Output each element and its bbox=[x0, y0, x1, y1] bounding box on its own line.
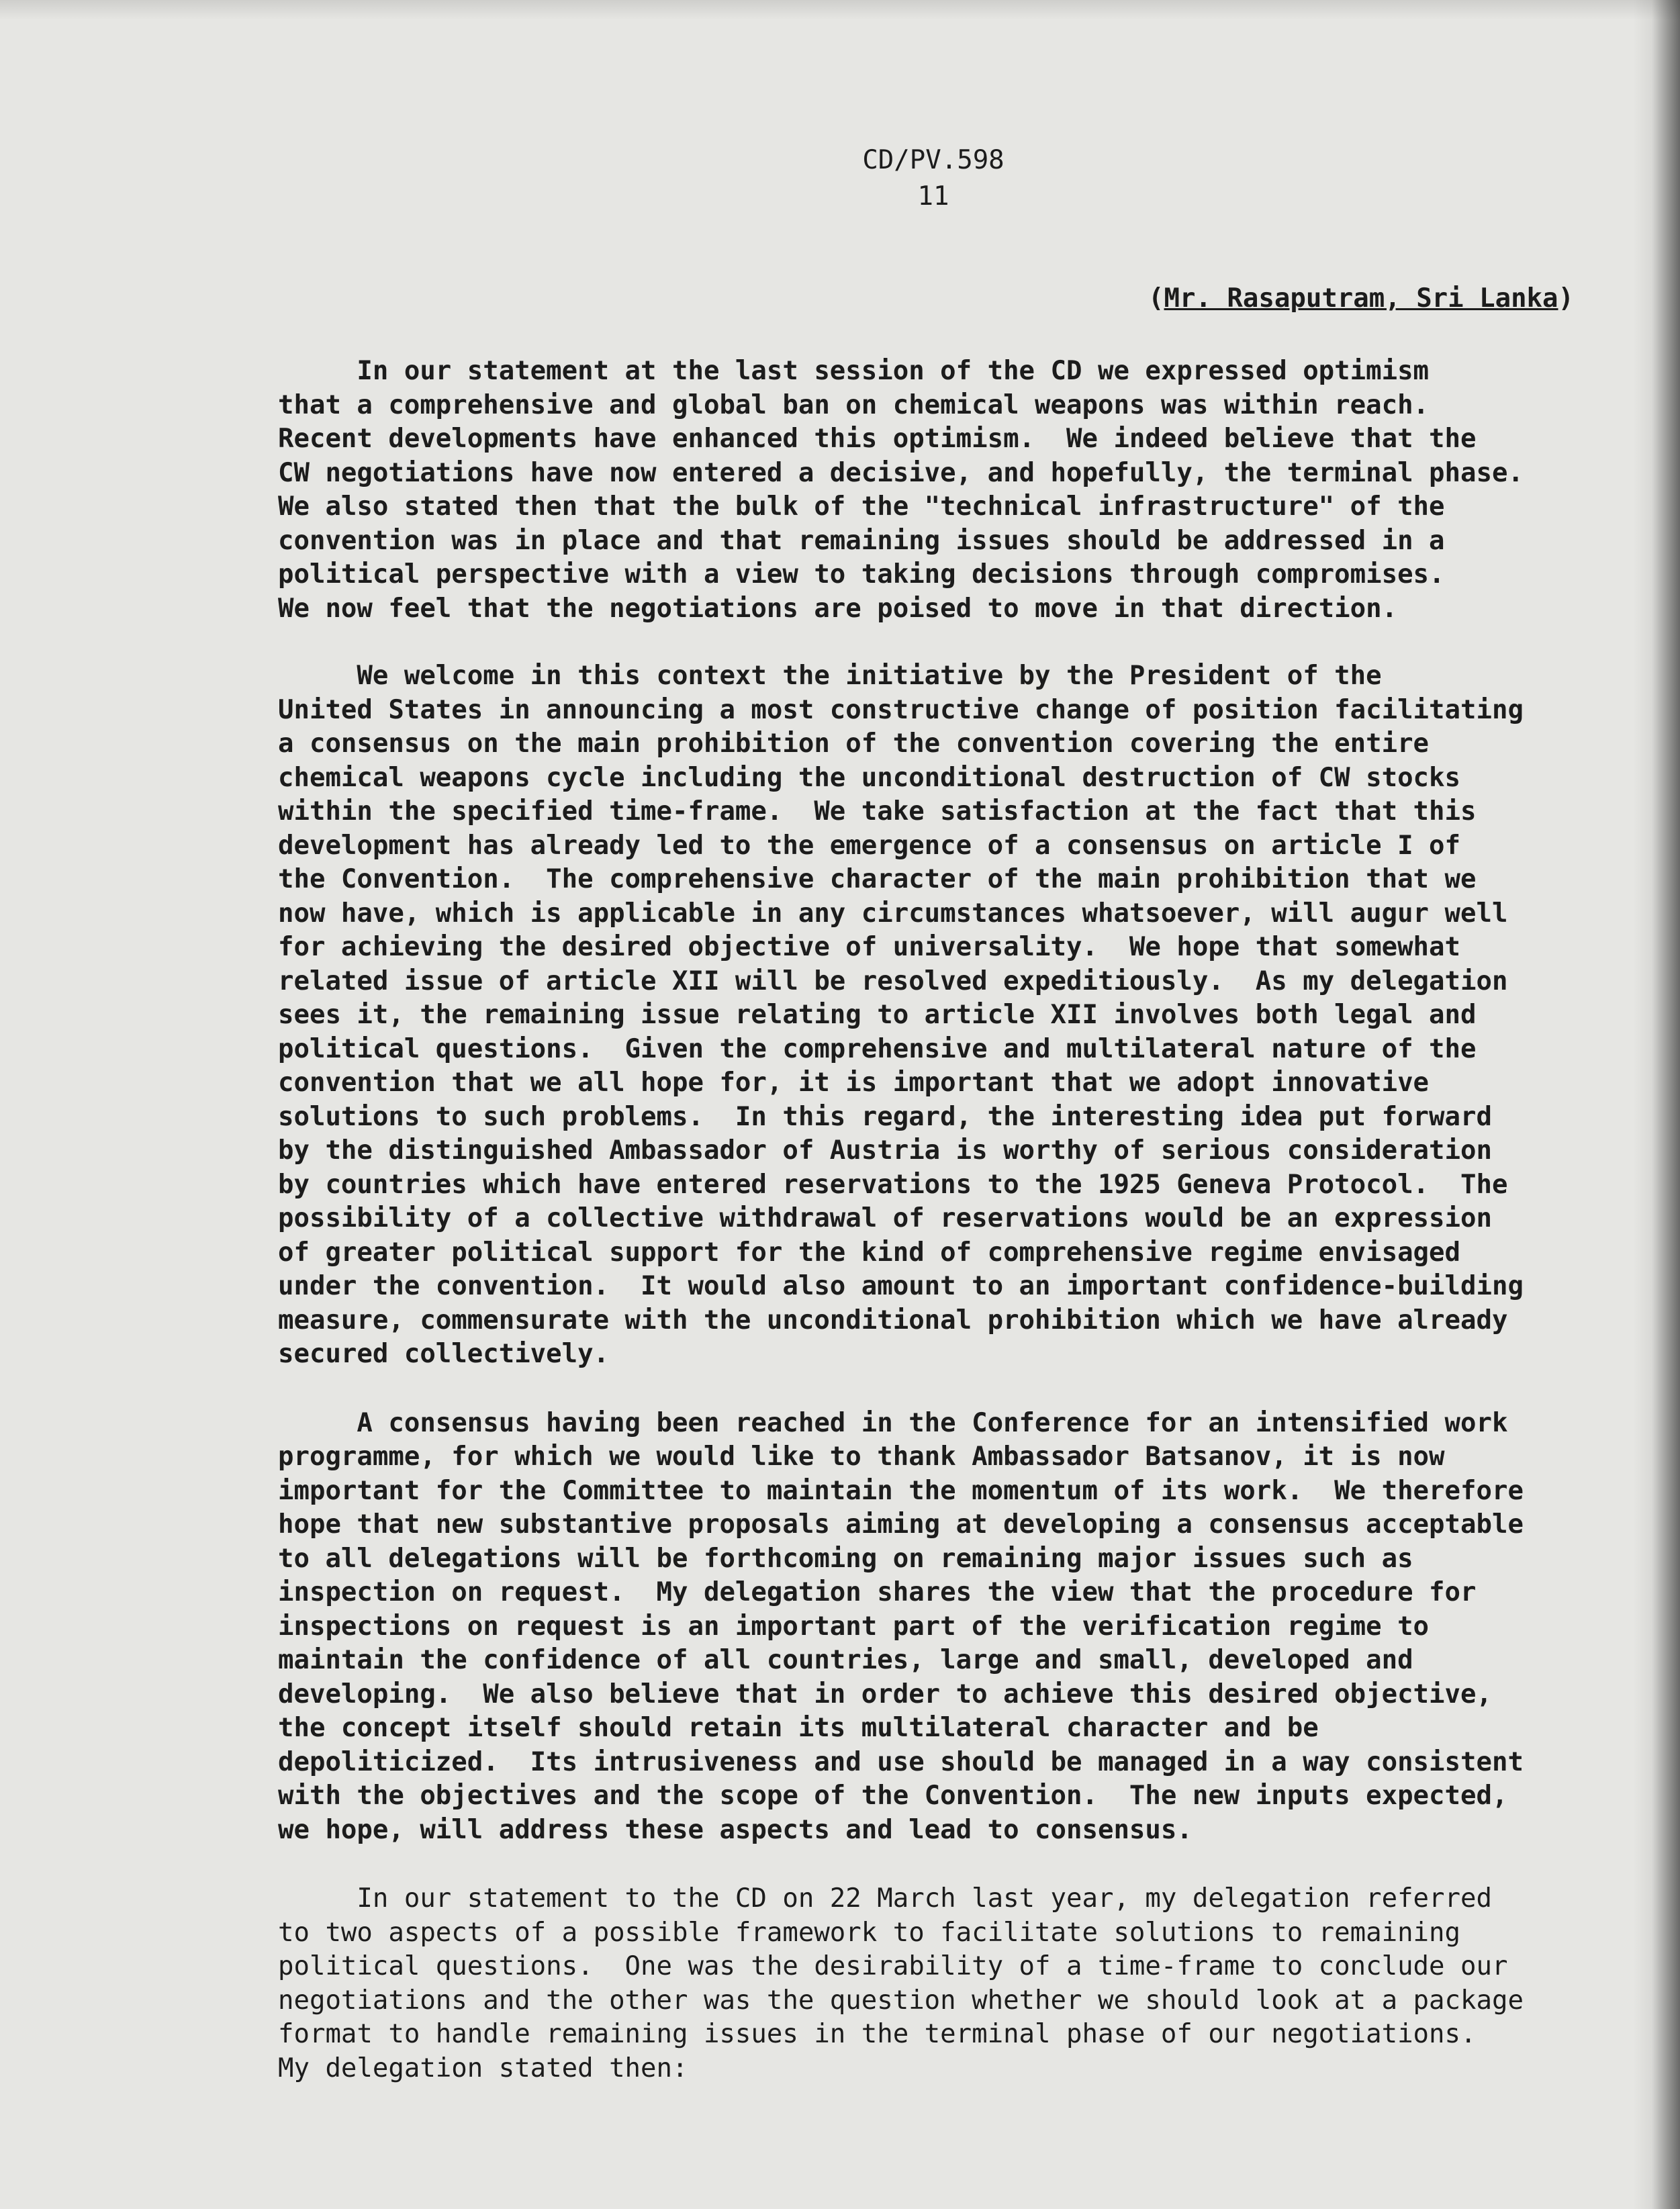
paragraph-us-initiative: We welcome in this context the initiative by the President of the United States in announcing a most constructive change of position facilitating a consensus on the main prohibition of the convention covering the entire chemical weapons cycle including the unconditional destruction of CW stocks within the specified time-frame. We take satisfaction at the fact that this development has already led to the emergence of a consensus on article I of the Convention. The comprehensive character of the main prohibition that we now have, which is applicable in any circumstances whatsoever, will augur well for achieving the desired objective of universality. We hope that somewhat related issue of article XII will be resolved expeditiously. As my delegation sees it, the remaining issue relating to article XII involves both legal and political questions. Given the comprehensive and multilateral nature of the convention that we all hope for, it is important that we adopt innovative solutions to such problems. In this regard, the interesting idea put forward by the distinguished Ambassador of Austria is worthy of serious consideration by countries which have entered reservations to the 1925 Geneva Protocol. The possibility of a collective withdrawal of reservations would be an expression of greater political support for the kind of comprehensive regime envisaged under the convention. It would also amount to an important confidence-building measure, commensurate with the unconditional prohibition which we have already secured collectively. bbox=[278, 661, 1524, 1369]
speaker-attribution bbox=[1148, 281, 1574, 317]
page-top-shadow bbox=[0, 0, 1680, 20]
page-number: 11 bbox=[917, 181, 949, 211]
speaker-open-paren: ( bbox=[1148, 283, 1164, 314]
document-header bbox=[833, 142, 1034, 215]
statement-body bbox=[278, 355, 1614, 2085]
speaker-name: Mr. Rasaputram, Sri Lanka bbox=[1164, 283, 1558, 314]
paragraph-framework: In our statement to the CD on 22 March last year, my delegation referred to two aspects of a possible framework to facilitate solutions to remaining political questions. One was the desirability of a time-frame to conclude our negotiations and the other was the question whether we should look at a package format to handle remaining issues in the terminal phase of our negotiations. My delegation stated then: bbox=[278, 1883, 1524, 2083]
paragraph-optimism: In our statement at the last session of the CD we expressed optimism that a comprehensive and global ban on chemical weapons was within reach. Recent developments have enhanced this optimism. We indeed believe that the CW negotiations have now entered a decisive, and hopefully, the terminal phase. We also stated then that the bulk of the "technical infrastructure" of the convention was in place and that remaining issues should be addressed in a political perspective with a view to taking decisions through compromises. We now feel that the negotiations are poised to move in that direction. bbox=[278, 356, 1524, 624]
document-symbol: CD/PV.598 bbox=[862, 145, 1005, 175]
paragraph-work-programme: A consensus having been reached in the Conference for an intensified work programme, for which we would like to thank Ambassador Batsanov, it is now important for the Committee to maintain the momentum of its work. We therefore hope that new substantive proposals aiming at developing a consensus acceptable to all delegations will be forthcoming on remaining major issues such as inspection on request. My delegation shares the view that the procedure for inspections on request is an important part of the verification regime to maintain the confidence of all countries, large and small, developed and developing. We also believe that in order to achieve this desired objective, the concept itself should retain its multilateral character and be depoliticized. Its intrusiveness and use should be managed in a way consistent with the objectives and the scope of the Convention. The new inputs expected, we hope, will address these aspects and lead to consensus. bbox=[278, 1407, 1524, 1845]
speaker-close-paren: ) bbox=[1558, 283, 1574, 314]
page-binding-shadow bbox=[1633, 0, 1680, 2209]
